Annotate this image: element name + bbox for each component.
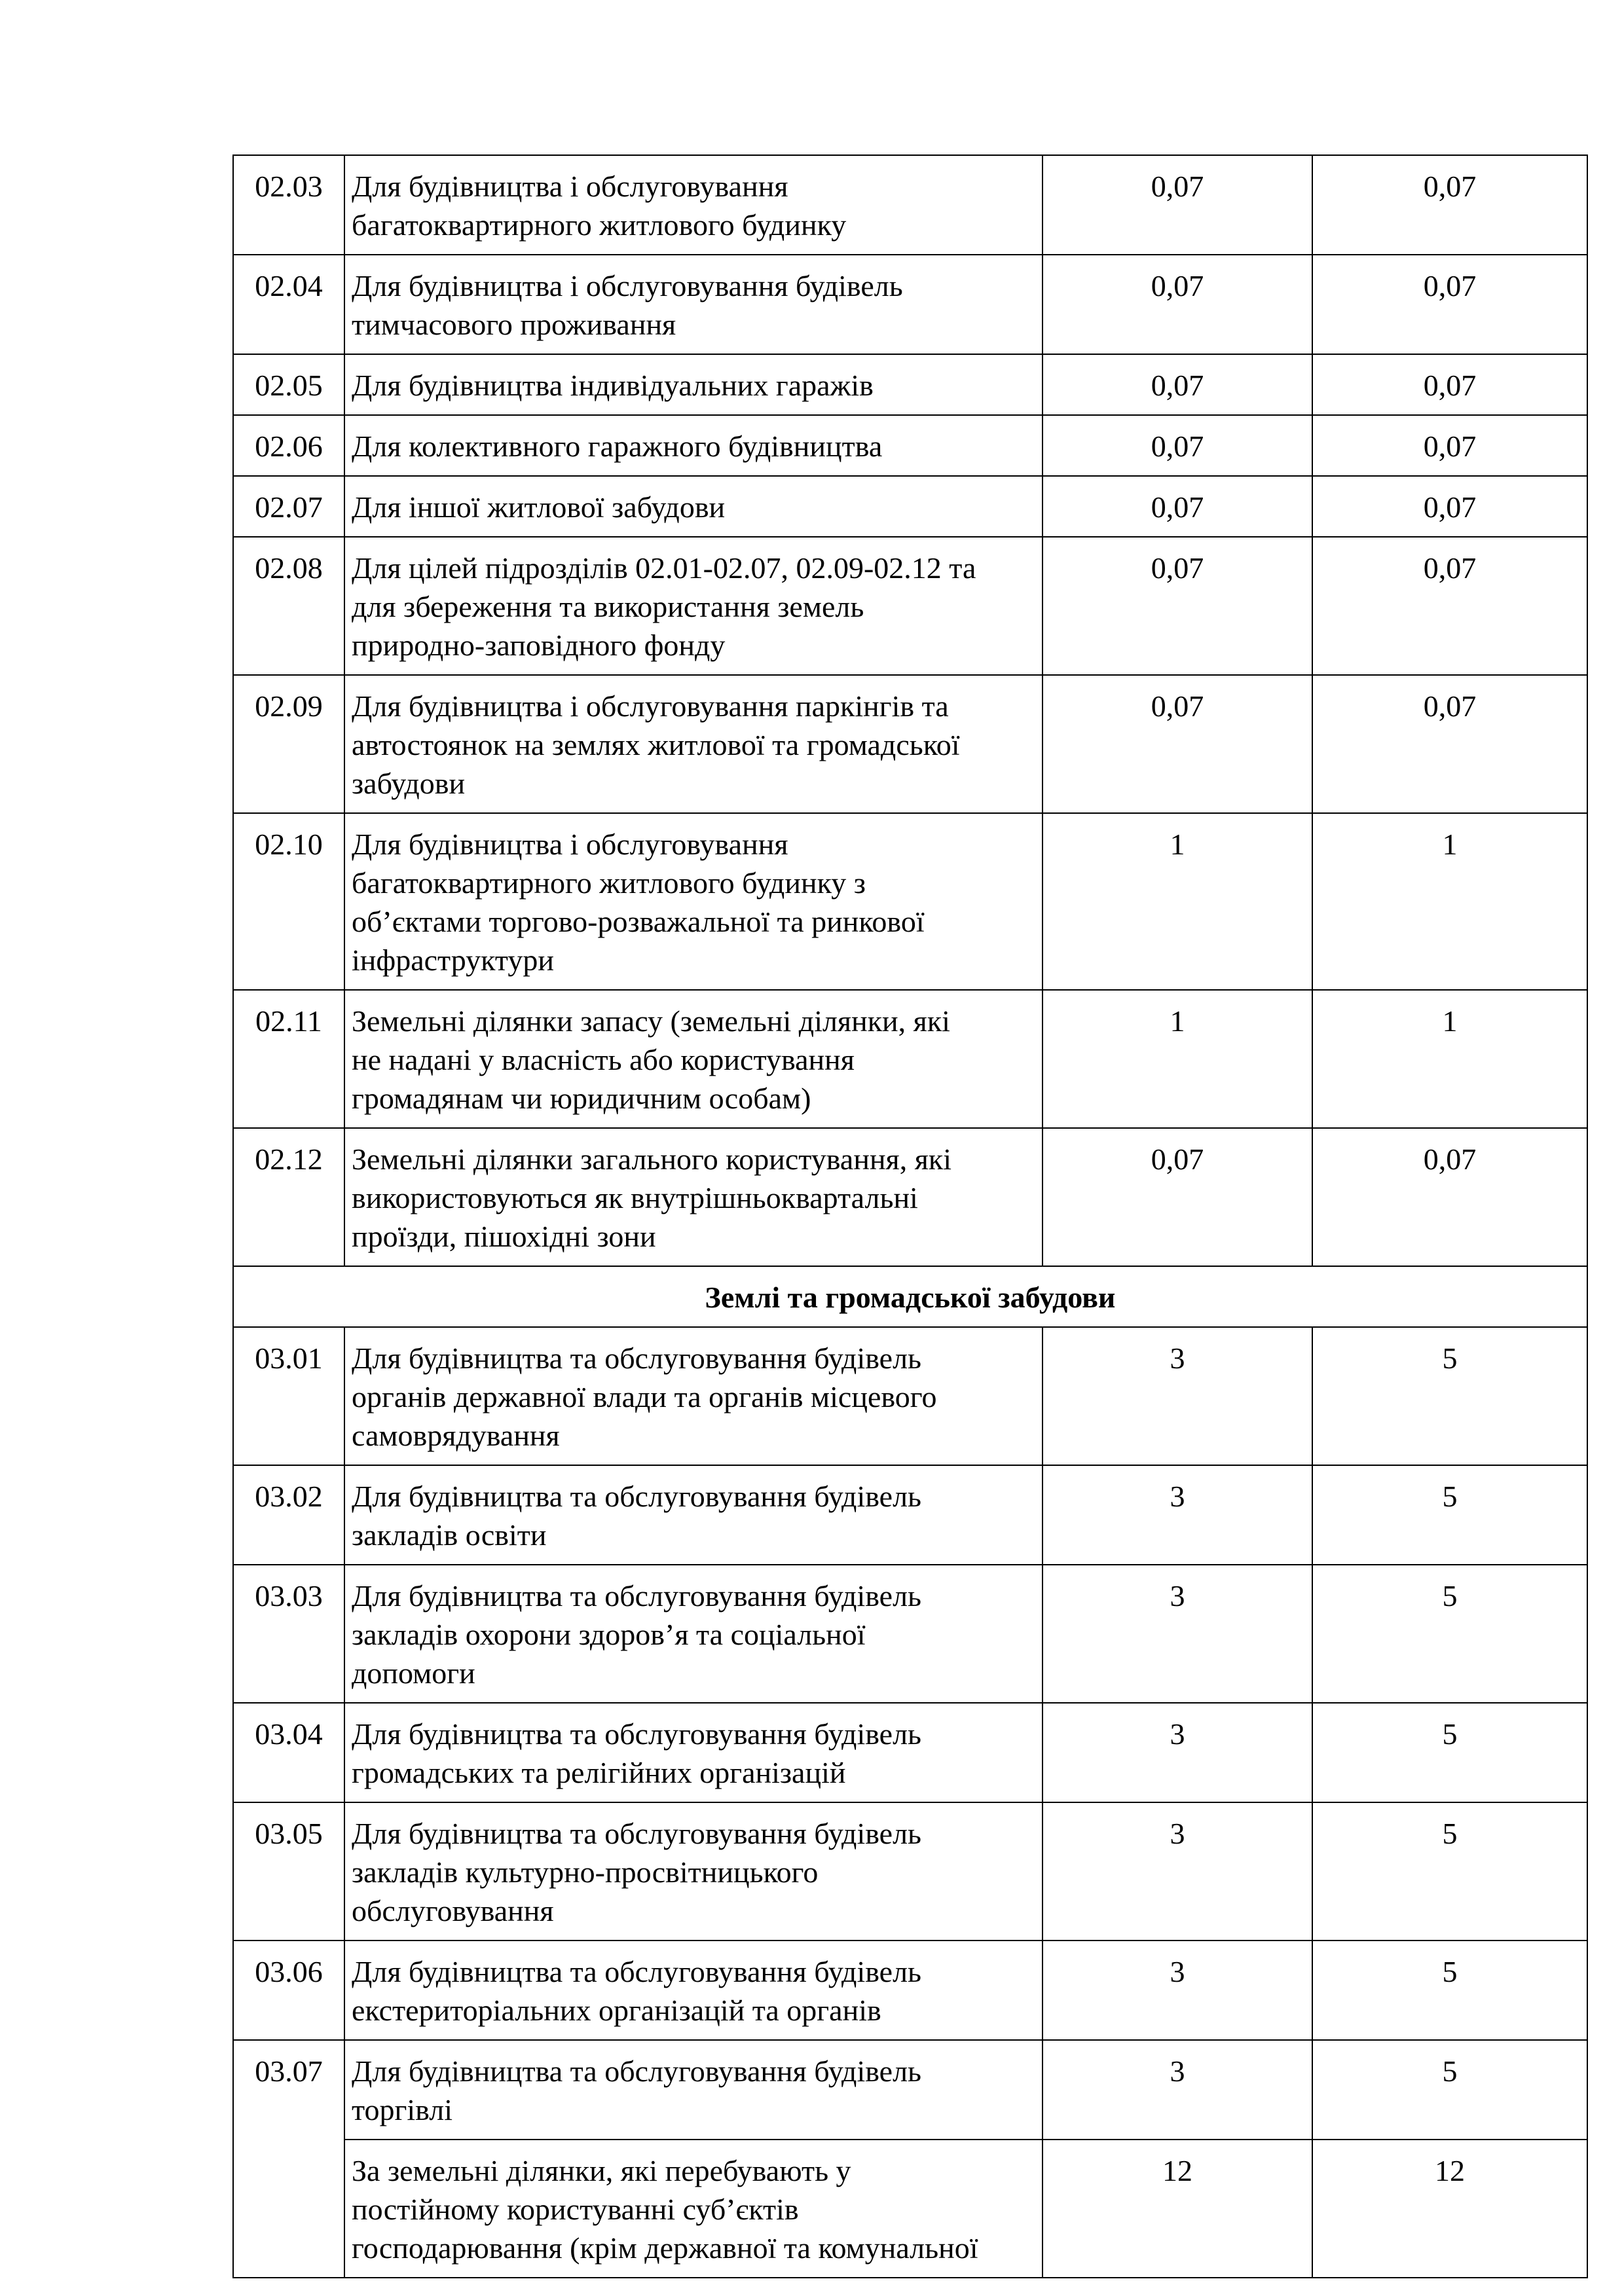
category-code: 02.05 (233, 354, 344, 415)
rate-value-2: 1 (1312, 990, 1587, 1128)
rate-value-2: 0,07 (1312, 155, 1587, 255)
rate-value-2: 0,07 (1312, 255, 1587, 354)
rate-value-2: 1 (1312, 813, 1587, 990)
rate-value-2: 12 (1312, 2140, 1587, 2278)
rate-value-2: 5 (1312, 1465, 1587, 1565)
rate-value-1: 0,07 (1043, 415, 1312, 476)
category-description (344, 1802, 1043, 1941)
rate-value-1: 12 (1043, 2140, 1312, 2278)
rate-value-2: 5 (1312, 1565, 1587, 1703)
rate-value-1: 0,07 (1043, 155, 1312, 255)
rate-value-2: 5 (1312, 1802, 1587, 1941)
category-code: 03.06 (233, 1941, 344, 2040)
category-description (344, 155, 1043, 255)
category-description (344, 415, 1043, 476)
category-code: 02.12 (233, 1128, 344, 1266)
description-line: Для будівництва і обслуговування (352, 170, 788, 203)
description-line: Для будівництва та обслуговування будівель (352, 1817, 922, 1850)
category-code: 02.11 (233, 990, 344, 1128)
table-row (233, 476, 1587, 537)
description-line: Для будівництва та обслуговування будівель (352, 1579, 922, 1613)
category-code: 02.07 (233, 476, 344, 537)
rate-value-2: 5 (1312, 1703, 1587, 1802)
category-description (344, 1465, 1043, 1565)
description-line: Для колективного гаражного будівництва (352, 429, 883, 463)
description-line: Для будівництва і обслуговування паркінгів та (352, 689, 949, 723)
category-description (344, 537, 1043, 675)
category-description (344, 1128, 1043, 1266)
table-row (233, 1128, 1587, 1266)
description-line: Для будівництва та обслуговування будівель (352, 1341, 922, 1375)
rate-value-1: 3 (1043, 1802, 1312, 1941)
description-line: торгівлі (352, 2093, 452, 2126)
category-description (344, 255, 1043, 354)
description-line: закладів освіти (352, 1518, 547, 1552)
description-line: закладів охорони здоров’я та соціальної (352, 1618, 866, 1651)
category-code: 02.03 (233, 155, 344, 255)
rate-value-1: 1 (1043, 990, 1312, 1128)
category-description (344, 2040, 1043, 2140)
description-line: Для іншої житлової забудови (352, 490, 726, 524)
description-line: об’єктами торгово-розважальної та ринкової (352, 905, 925, 938)
category-code: 03.04 (233, 1703, 344, 1802)
category-description (344, 675, 1043, 813)
description-line: органів державної влади та органів місцевого (352, 1380, 937, 1413)
category-description (344, 813, 1043, 990)
rate-value-2: 5 (1312, 1327, 1587, 1465)
description-line: допомоги (352, 1656, 475, 1690)
description-line: для збереження та використання земель (352, 590, 864, 623)
description-line: Для будівництва і обслуговування будівель (352, 269, 903, 302)
category-code: 03.02 (233, 1465, 344, 1565)
description-line: природно-заповідного фонду (352, 629, 726, 662)
table-row (233, 155, 1587, 255)
rate-value-1: 3 (1043, 1703, 1312, 1802)
description-line: забудови (352, 767, 466, 800)
table-row (233, 1802, 1587, 1941)
description-line: Земельні ділянки запасу (земельні ділянки, які (352, 1004, 950, 1038)
rate-value-1: 0,07 (1043, 354, 1312, 415)
table-row (233, 1465, 1587, 1565)
description-line: Для цілей підрозділів 02.01-02.07, 02.09-02.12 та (352, 551, 976, 585)
table-row (233, 1565, 1587, 1703)
table-row (233, 990, 1587, 1128)
rate-value-1: 0,07 (1043, 675, 1312, 813)
category-description (344, 1327, 1043, 1465)
table-row (233, 415, 1587, 476)
rate-value-1: 0,07 (1043, 476, 1312, 537)
category-description (344, 1565, 1043, 1703)
category-code: 02.08 (233, 537, 344, 675)
description-line: інфраструктури (352, 943, 554, 977)
description-line: Для будівництва індивідуальних гаражів (352, 369, 874, 402)
description-line: самоврядування (352, 1419, 560, 1452)
category-description (344, 1703, 1043, 1802)
description-line: тимчасового проживання (352, 308, 676, 341)
category-code: 02.06 (233, 415, 344, 476)
table-row (233, 537, 1587, 675)
rate-value-1: 3 (1043, 1327, 1312, 1465)
description-line: Для будівництва та обслуговування будівель (352, 1480, 922, 1513)
description-line: використовуються як внутрішньоквартальні (352, 1181, 918, 1214)
table-body (233, 155, 1587, 2278)
table-row (233, 1327, 1587, 1465)
rate-value-2: 0,07 (1312, 1128, 1587, 1266)
category-code: 02.09 (233, 675, 344, 813)
description-line: Для будівництва та обслуговування будівель (352, 1717, 922, 1751)
description-line: Для будівництва і обслуговування (352, 828, 788, 861)
table-row (233, 255, 1587, 354)
category-description (344, 354, 1043, 415)
rate-value-2: 0,07 (1312, 415, 1587, 476)
rate-value-2: 0,07 (1312, 354, 1587, 415)
description-line: багатоквартирного житлового будинку (352, 208, 847, 242)
category-code: 03.05 (233, 1802, 344, 1941)
rate-value-1: 0,07 (1043, 1128, 1312, 1266)
rate-value-1: 3 (1043, 2040, 1312, 2140)
description-line: господарювання (крім державної та комунальної (352, 2231, 978, 2265)
description-line: не надані у власність або користування (352, 1043, 855, 1076)
description-line: екстериторіальних організацій та органів (352, 1994, 881, 2027)
table-row (233, 2140, 1587, 2278)
description-line: автостоянок на землях житлової та громадської (352, 728, 960, 761)
category-description (344, 476, 1043, 537)
rate-value-2: 0,07 (1312, 476, 1587, 537)
rate-value-1: 3 (1043, 1565, 1312, 1703)
description-line: За земельні ділянки, які перебувають у (352, 2154, 851, 2187)
description-line: громадських та релігійних організацій (352, 1756, 846, 1789)
land-tax-rates-table (232, 155, 1588, 2278)
table-row (233, 354, 1587, 415)
rate-value-2: 5 (1312, 2040, 1587, 2140)
description-line: проїзди, пішохідні зони (352, 1220, 656, 1253)
description-line: постійному користуванні суб’єктів (352, 2193, 799, 2226)
rate-value-2: 5 (1312, 1941, 1587, 2040)
rate-value-2: 0,07 (1312, 675, 1587, 813)
description-line: Для будівництва та обслуговування будівель (352, 1955, 922, 1988)
table-row (233, 1941, 1587, 2040)
rate-value-1: 0,07 (1043, 537, 1312, 675)
description-line: обслуговування (352, 1894, 554, 1927)
table-row (233, 2040, 1587, 2140)
table-row (233, 675, 1587, 813)
description-line: Земельні ділянки загального користування, які (352, 1142, 952, 1176)
category-description (344, 990, 1043, 1128)
rate-value-2: 0,07 (1312, 537, 1587, 675)
rate-value-1: 0,07 (1043, 255, 1312, 354)
category-code: 03.07 (233, 2040, 344, 2278)
description-line: закладів культурно-просвітницького (352, 1855, 819, 1889)
rate-value-1: 1 (1043, 813, 1312, 990)
rate-value-1: 3 (1043, 1941, 1312, 2040)
table-row (233, 813, 1587, 990)
description-line: багатоквартирного житлового будинку з (352, 866, 866, 900)
category-code: 02.10 (233, 813, 344, 990)
category-code: 03.03 (233, 1565, 344, 1703)
category-code: 03.01 (233, 1327, 344, 1465)
description-line: Для будівництва та обслуговування будівель (352, 2054, 922, 2088)
category-description (344, 2140, 1043, 2278)
section-header-row (233, 1266, 1587, 1327)
description-line: громадянам чи юридичним особам) (352, 1082, 811, 1115)
category-code: 02.04 (233, 255, 344, 354)
category-description (344, 1941, 1043, 2040)
section-title: Землі та громадської забудови (233, 1266, 1587, 1327)
table-row (233, 1703, 1587, 1802)
rate-value-1: 3 (1043, 1465, 1312, 1565)
